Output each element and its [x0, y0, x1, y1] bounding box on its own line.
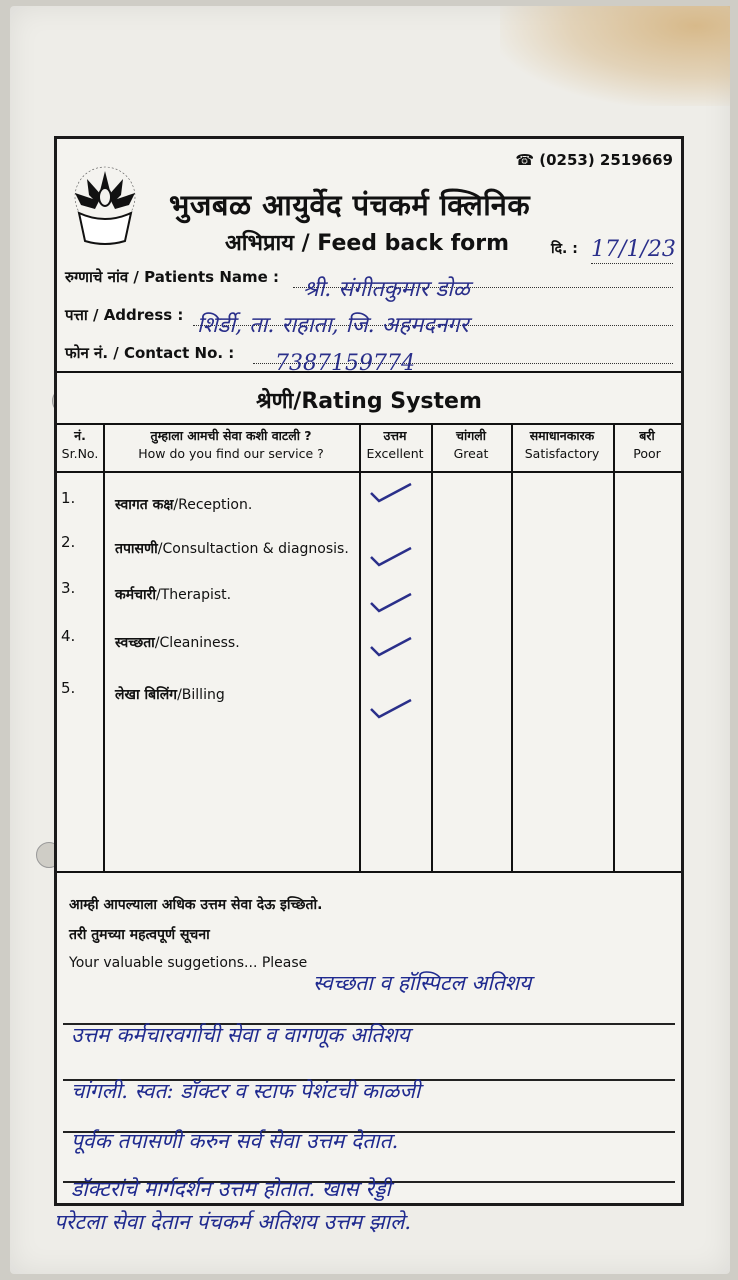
row-number: 5.: [61, 679, 76, 697]
suggestions-section: [57, 871, 681, 1203]
paper-stain: [500, 6, 730, 106]
contact-label: फोन नं. / Contact No. :: [65, 344, 235, 362]
column-divider: [431, 423, 433, 871]
column-divider: [103, 423, 105, 871]
suggestions-intro: आम्ही आपल्याला अधिक उत्तम सेवा देऊ इच्छितो.: [69, 897, 323, 913]
row-number: 2.: [61, 533, 76, 551]
date-value[interactable]: 17/1/23: [591, 237, 676, 262]
rating-system-title: श्रेणी/Rating System: [256, 389, 482, 414]
lotus-lamp-logo-icon: [67, 161, 143, 247]
column-divider: [613, 423, 615, 871]
suggestion-line[interactable]: पूर्वक तपासणी करुन सर्व सेवा उत्तम देतात.: [71, 1129, 399, 1153]
phone-number: ☎ (0253) 2519669: [515, 151, 673, 169]
date-label: दि. :: [551, 241, 578, 257]
checkmark-icon[interactable]: [369, 591, 413, 613]
checkmark-icon[interactable]: [369, 635, 413, 657]
contact-value[interactable]: 7387159774: [275, 351, 415, 376]
patient-name-value[interactable]: श्री. संगीतकुमार डोळ: [303, 277, 470, 302]
header-service: तुम्हाला आमची सेवा कशी वाटली ? How do you find our service ?: [138, 428, 324, 461]
rating-table: [57, 423, 681, 871]
header-divider: [57, 471, 681, 473]
suggestion-line[interactable]: डॉक्टरांचे मार्गदर्शन उत्तम होतात. खास रेड्डी: [71, 1177, 391, 1201]
checkmark-icon[interactable]: [369, 697, 413, 719]
clinic-name: भुजबळ आयुर्वेद पंचकर्म क्लिनिक: [169, 188, 531, 222]
service-name: लेखा बिलिंग/Billing: [115, 687, 225, 703]
row-number: 3.: [61, 579, 76, 597]
address-value[interactable]: शिर्डी, ता. राहाता, जि. अहमदनगर: [197, 313, 469, 338]
header-great: चांगली Great: [453, 428, 489, 461]
header-satisfactory: समाधानकारक Satisfactory: [524, 428, 600, 461]
row-number: 1.: [61, 489, 76, 507]
service-name: कर्मचारी/Therapist.: [115, 587, 232, 603]
service-name: तपासणी/Consultaction & diagnosis.: [115, 541, 349, 557]
suggestion-line[interactable]: स्वच्छता व हॉस्पिटल अतिशय: [313, 971, 532, 995]
patient-name-label: रुग्णाचे नांव / Patients Name :: [65, 268, 280, 286]
checkmark-icon[interactable]: [369, 481, 413, 503]
form-title: अभिप्राय / Feed back form: [225, 231, 510, 256]
column-divider: [359, 423, 361, 871]
service-name: स्वच्छता/Cleaniness.: [115, 635, 240, 651]
column-divider: [511, 423, 513, 871]
header-sr-no: नं. Sr.No.: [61, 428, 99, 461]
suggestions-prompt: तरी तुमच्या महत्वपूर्ण सूचना: [69, 927, 210, 943]
service-name: स्वागत कक्ष/Reception.: [115, 497, 253, 513]
row-number: 4.: [61, 627, 76, 645]
rating-title-bar: [57, 371, 681, 425]
suggestions-label-english: Your valuable suggetions... Please: [69, 955, 308, 971]
address-label: पत्ता / Address :: [65, 306, 184, 324]
suggestion-line[interactable]: परेटला सेवा देतान पंचकर्म अतिशय उत्तम झाले.: [54, 1210, 412, 1234]
header-excellent: उत्तम Excellent: [366, 428, 424, 461]
feedback-form: [54, 136, 684, 1206]
suggestion-line[interactable]: चांगली. स्वत: डॉक्टर व स्टाफ पेशंटची काळजी: [71, 1079, 421, 1103]
date-underline: [591, 263, 673, 264]
header-poor: बरी Poor: [633, 428, 661, 461]
suggestion-line[interactable]: उत्तम कर्मचारवर्गाची सेवा व वागणूक अतिशय: [71, 1023, 410, 1047]
checkmark-icon[interactable]: [369, 545, 413, 567]
